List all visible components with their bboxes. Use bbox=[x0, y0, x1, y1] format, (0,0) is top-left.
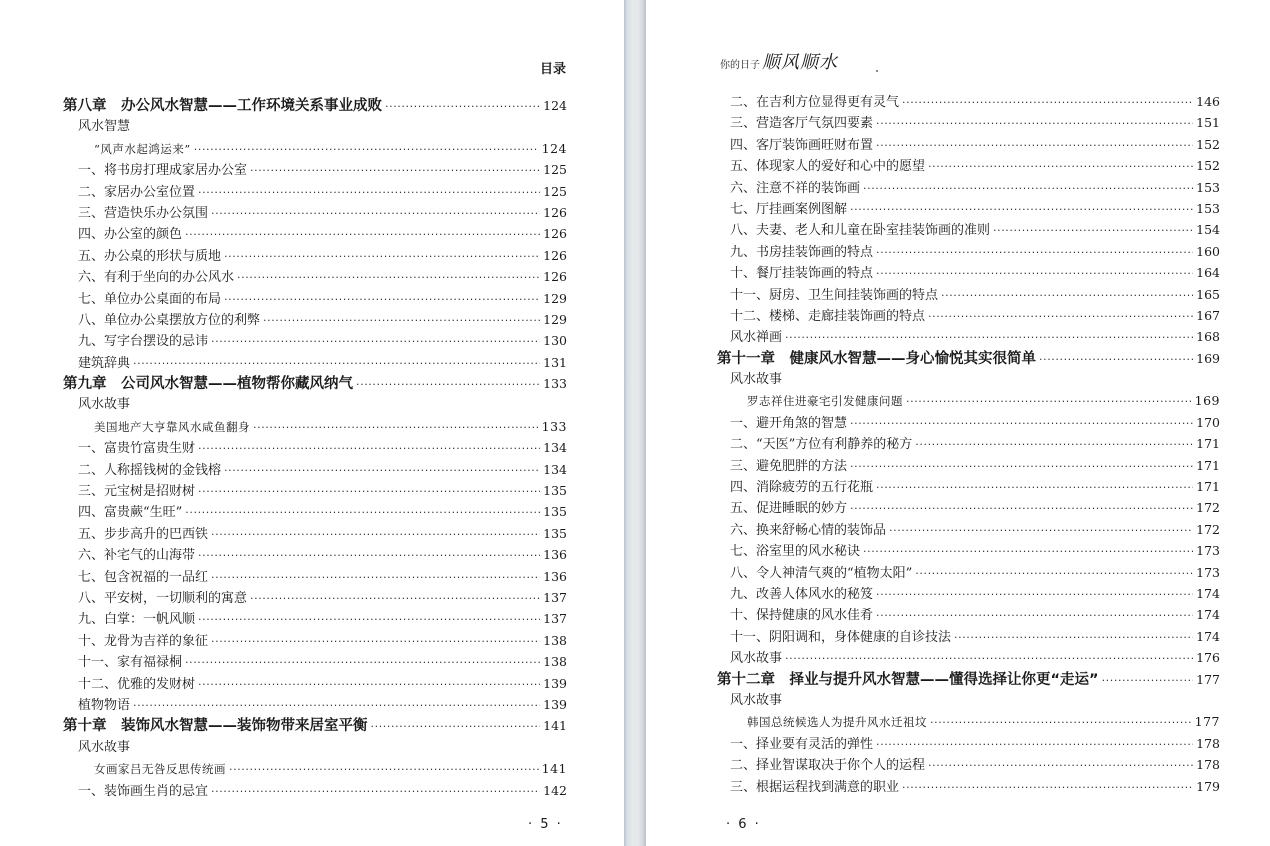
dot-leader bbox=[224, 289, 540, 310]
toc-entry-title: 八、单位办公桌摆放方位的利弊 bbox=[78, 312, 261, 328]
left-page bbox=[0, 0, 624, 846]
toc-item-row bbox=[730, 733, 1220, 754]
dot-leader bbox=[224, 460, 540, 481]
toc-item-row bbox=[730, 497, 1220, 518]
toc-entry-title: 风水故事 bbox=[78, 397, 131, 413]
toc-page-number: 172 bbox=[1196, 521, 1220, 537]
toc-item-row bbox=[78, 523, 567, 544]
page-gutter bbox=[624, 0, 646, 846]
toc-entry-title: 十二、优雅的发财树 bbox=[78, 676, 196, 692]
dot-leader bbox=[902, 777, 1193, 798]
toc-page-number: 137 bbox=[543, 589, 567, 605]
toc-entry-title: 植物物语 bbox=[78, 697, 131, 713]
toc-item-row bbox=[78, 608, 567, 629]
toc-chapter-row bbox=[63, 373, 567, 394]
toc-entry-title: 一、避开角煞的智慧 bbox=[730, 415, 848, 431]
toc-entry-title: 八、平安树，一切顺利的寓意 bbox=[78, 590, 248, 606]
dot-leader bbox=[928, 156, 1193, 177]
toc-entry-title: 七、厅挂画案例图解 bbox=[730, 201, 848, 217]
toc-item-row bbox=[78, 437, 567, 458]
toc-entry-title: 韩国总统候选人为提升风水迁祖坟 bbox=[747, 715, 927, 730]
toc-item-row bbox=[730, 476, 1220, 497]
toc-item-row bbox=[730, 91, 1220, 112]
toc-page-number: 126 bbox=[543, 226, 567, 242]
toc-chapter-row bbox=[717, 348, 1220, 369]
toc-item-row bbox=[730, 455, 1220, 476]
dot-leader bbox=[928, 306, 1193, 327]
toc-item-row bbox=[78, 288, 567, 309]
toc-entry-title: 二、家居办公室位置 bbox=[78, 184, 196, 200]
dot-leader bbox=[954, 627, 1193, 648]
toc-section-row bbox=[78, 737, 567, 758]
running-header-small: 你的日子 bbox=[720, 60, 760, 71]
toc-section-row bbox=[78, 116, 567, 137]
toc-item-row bbox=[78, 587, 567, 608]
toc-story-row bbox=[747, 390, 1220, 411]
dot-leader bbox=[876, 263, 1193, 284]
toc-page-number: 129 bbox=[543, 290, 567, 306]
toc-item-row bbox=[730, 412, 1220, 433]
toc-page-number: 135 bbox=[543, 525, 567, 541]
toc-page-number: 126 bbox=[543, 204, 567, 220]
toc-item-row bbox=[78, 780, 567, 801]
toc-item-row bbox=[730, 583, 1220, 604]
toc-entry-title: 十、餐厅挂装饰画的特点 bbox=[730, 266, 874, 282]
running-header-title: 顺风顺水 bbox=[762, 52, 838, 73]
toc-page-number: 133 bbox=[541, 418, 567, 434]
toc-page-number: 125 bbox=[543, 162, 567, 178]
dot-leader bbox=[876, 477, 1193, 498]
dot-leader bbox=[211, 567, 540, 588]
dot-leader bbox=[211, 331, 540, 352]
toc-page-number: 129 bbox=[543, 311, 567, 327]
dot-leader bbox=[250, 160, 540, 181]
toc-page-number: 141 bbox=[543, 718, 567, 734]
speck-mark bbox=[876, 70, 878, 72]
toc-entry-title: 一、富贵竹富贵生财 bbox=[78, 441, 196, 457]
toc-entry-title: 美国地产大亨靠风水咸鱼翻身 bbox=[94, 419, 250, 434]
toc-list-left bbox=[0, 95, 624, 801]
toc-entry-title: 二、在吉利方位显得更有灵气 bbox=[730, 95, 900, 110]
toc-item-row bbox=[730, 112, 1220, 133]
dot-leader bbox=[185, 502, 540, 523]
dot-leader bbox=[198, 545, 540, 566]
toc-page-number: 169 bbox=[1194, 393, 1220, 409]
toc-entry-title: 风水故事 bbox=[78, 739, 131, 755]
dot-leader bbox=[902, 92, 1193, 113]
dot-leader bbox=[785, 327, 1193, 348]
toc-page-number: 133 bbox=[543, 376, 567, 392]
toc-item-row bbox=[78, 309, 567, 330]
toc-item-row bbox=[730, 305, 1220, 326]
toc-item-row bbox=[730, 754, 1220, 775]
toc-entry-title: 四、客厅装饰画旺财布置 bbox=[730, 137, 874, 153]
dot-leader bbox=[229, 759, 539, 780]
toc-page-number: 164 bbox=[1196, 265, 1220, 281]
toc-page-number: 173 bbox=[1196, 543, 1220, 559]
dot-leader bbox=[941, 285, 1193, 306]
toc-entry-title: 第十二章 择业与提升风水智慧——懂得选择让你更“走运” bbox=[717, 671, 1099, 688]
toc-page-number: 153 bbox=[1196, 179, 1220, 195]
toc-entry-title: 二、“天医”方位有利静养的秘方 bbox=[730, 437, 913, 453]
toc-entry-title: 七、包含祝福的一品红 bbox=[78, 569, 209, 585]
toc-entry-title: 九、改善人体风水的秘笈 bbox=[730, 586, 874, 602]
toc-entry-title: 四、消除疲劳的五行花瓶 bbox=[730, 480, 874, 496]
dot-leader bbox=[198, 438, 540, 459]
dot-leader bbox=[863, 541, 1193, 562]
toc-item-row bbox=[78, 159, 567, 180]
toc-item-row bbox=[730, 562, 1220, 583]
dot-leader bbox=[930, 712, 1192, 733]
dot-leader bbox=[1039, 349, 1193, 370]
toc-entry-title: 四、办公室的颜色 bbox=[78, 227, 183, 243]
dot-leader bbox=[198, 182, 540, 203]
running-header-contents: 目录 bbox=[539, 62, 566, 77]
toc-entry-title: 第十一章 健康风水智慧——身心愉悦其实很简单 bbox=[717, 350, 1036, 367]
toc-page-number: 134 bbox=[543, 461, 567, 477]
toc-item-row bbox=[78, 352, 567, 373]
toc-entry-title: 五、促进睡眠的妙方 bbox=[730, 501, 848, 517]
toc-entry-title: 第九章 公司风水智慧——植物帮你藏风纳气 bbox=[63, 376, 353, 393]
toc-page-number: 138 bbox=[543, 654, 567, 670]
toc-page-number: 174 bbox=[1196, 607, 1220, 623]
toc-item-row bbox=[78, 223, 567, 244]
toc-page-number: 169 bbox=[1196, 350, 1220, 366]
toc-entry-title: 十一、阴阳调和，身体健康的自诊技法 bbox=[730, 629, 952, 645]
dot-leader bbox=[915, 434, 1193, 455]
toc-page-number: 178 bbox=[1196, 757, 1220, 773]
toc-entry-title: 二、择业智谋取决于你个人的运程 bbox=[730, 758, 926, 774]
toc-story-row bbox=[94, 138, 567, 159]
toc-item-row bbox=[78, 459, 567, 480]
toc-page-number: 131 bbox=[543, 354, 567, 370]
toc-item-row bbox=[730, 155, 1220, 176]
toc-page-number: 165 bbox=[1196, 286, 1220, 302]
toc-page-number: 171 bbox=[1196, 436, 1220, 452]
dot-leader bbox=[237, 267, 540, 288]
toc-page-number: 160 bbox=[1196, 243, 1220, 259]
dot-leader bbox=[850, 413, 1193, 434]
dot-leader bbox=[863, 178, 1193, 199]
toc-chapter-row bbox=[63, 715, 567, 736]
toc-item-row bbox=[78, 673, 567, 694]
toc-entry-title: 十、保持健康的风水佳肴 bbox=[730, 608, 874, 624]
toc-entry-title: 三、营造快乐办公氛围 bbox=[78, 205, 209, 221]
toc-section-row bbox=[78, 394, 567, 415]
toc-entry-title: 十一、家有福禄桐 bbox=[78, 655, 183, 671]
toc-item-row bbox=[730, 433, 1220, 454]
dot-leader bbox=[915, 563, 1193, 584]
dot-leader bbox=[371, 716, 541, 737]
toc-item-row bbox=[78, 202, 567, 223]
dot-leader bbox=[385, 96, 540, 117]
toc-page-number: 141 bbox=[541, 761, 567, 777]
toc-entry-title: 三、根据运程找到满意的职业 bbox=[730, 779, 900, 795]
toc-entry-title: 风水智慧 bbox=[78, 119, 131, 135]
dot-leader bbox=[211, 524, 540, 545]
toc-entry-title: 九、写字台摆设的忌讳 bbox=[78, 334, 209, 350]
toc-entry-title: 五、步步高升的巴西铁 bbox=[78, 526, 209, 542]
toc-entry-title: 三、元宝树是招财树 bbox=[78, 484, 196, 500]
toc-item-row bbox=[730, 326, 1220, 347]
toc-entry-title: 风水故事 bbox=[730, 372, 783, 388]
dot-leader bbox=[876, 135, 1193, 156]
page-number: · 6 · bbox=[726, 817, 761, 832]
toc-item-row bbox=[78, 501, 567, 522]
toc-page-number: 167 bbox=[1196, 307, 1220, 323]
toc-entry-title: 风水故事 bbox=[730, 651, 783, 667]
toc-entry-title: 七、浴室里的风水秘诀 bbox=[730, 544, 861, 560]
toc-entry-title: 三、营造客厅气氛四要素 bbox=[730, 116, 874, 132]
dot-leader bbox=[889, 520, 1193, 541]
toc-item-row bbox=[730, 241, 1220, 262]
dot-leader bbox=[876, 113, 1193, 134]
dot-leader bbox=[211, 781, 540, 802]
toc-item-row bbox=[730, 519, 1220, 540]
toc-entry-title: 二、人称摇钱树的金钱榕 bbox=[78, 462, 222, 478]
toc-page-number: 153 bbox=[1196, 200, 1220, 216]
toc-entry-title: 一、将书房打理成家居办公室 bbox=[78, 163, 248, 179]
toc-item-row bbox=[78, 480, 567, 501]
dot-leader bbox=[211, 203, 540, 224]
toc-item-row bbox=[78, 544, 567, 565]
toc-page-number: 142 bbox=[543, 782, 567, 798]
toc-chapter-row bbox=[717, 669, 1220, 690]
toc-page-number: 126 bbox=[543, 247, 567, 263]
toc-page-number: 176 bbox=[1196, 650, 1220, 666]
page-number: · 5 · bbox=[528, 817, 563, 832]
dot-leader bbox=[194, 139, 539, 160]
dot-leader bbox=[185, 224, 540, 245]
dot-leader bbox=[133, 695, 540, 716]
toc-entry-title: 五、办公桌的形状与质地 bbox=[78, 248, 222, 264]
toc-page-number: 136 bbox=[543, 568, 567, 584]
toc-entry-title: 十二、楼梯、走廊挂装饰画的特点 bbox=[730, 308, 926, 324]
toc-entry-title: 九、白掌：一帆风顺 bbox=[78, 612, 196, 628]
dot-leader bbox=[876, 605, 1193, 626]
toc-story-row bbox=[94, 758, 567, 779]
dot-leader bbox=[263, 310, 540, 331]
toc-entry-title: 六、有利于坐向的办公风水 bbox=[78, 270, 235, 286]
toc-item-row bbox=[730, 647, 1220, 668]
dot-leader bbox=[224, 246, 540, 267]
toc-list-right bbox=[646, 91, 1270, 797]
toc-entry-title: 五、体现家人的爱好和心中的愿望 bbox=[730, 159, 926, 175]
toc-page-number: 177 bbox=[1194, 714, 1220, 730]
dot-leader bbox=[850, 199, 1193, 220]
toc-page-number: 130 bbox=[543, 333, 567, 349]
toc-page-number: 124 bbox=[541, 140, 567, 156]
toc-item-row bbox=[730, 626, 1220, 647]
toc-entry-title: 一、择业要有灵活的弹性 bbox=[730, 736, 874, 752]
toc-page-number: 152 bbox=[1196, 158, 1220, 174]
toc-page-number: 125 bbox=[543, 183, 567, 199]
toc-item-row bbox=[730, 776, 1220, 797]
toc-page-number: 151 bbox=[1196, 115, 1220, 131]
toc-page-number: 171 bbox=[1196, 457, 1220, 473]
toc-entry-title: 六、补宅气的山海带 bbox=[78, 548, 196, 564]
toc-entry-title: 女画家吕无咎反思传统画 bbox=[94, 762, 226, 777]
toc-entry-title: 第十章 装饰风水智慧——装饰物带来居室平衡 bbox=[63, 718, 368, 735]
toc-page-number: 154 bbox=[1196, 222, 1220, 238]
toc-entry-title: 九、书房挂装饰画的特点 bbox=[730, 244, 874, 260]
toc-page-number: 177 bbox=[1196, 671, 1220, 687]
toc-item-row bbox=[78, 266, 567, 287]
toc-page-number: 170 bbox=[1196, 414, 1220, 430]
toc-item-row bbox=[78, 651, 567, 672]
toc-item-row bbox=[78, 630, 567, 651]
toc-page-number: 126 bbox=[543, 269, 567, 285]
dot-leader bbox=[198, 609, 540, 630]
toc-item-row bbox=[730, 177, 1220, 198]
toc-item-row bbox=[78, 330, 567, 351]
dot-leader bbox=[133, 353, 540, 374]
dot-leader bbox=[1102, 670, 1194, 691]
toc-page-number: 135 bbox=[543, 483, 567, 499]
toc-entry-title: 十、龙骨为吉祥的象征 bbox=[78, 633, 209, 649]
dot-leader bbox=[876, 242, 1193, 263]
dot-leader bbox=[850, 456, 1193, 477]
toc-page-number: 171 bbox=[1196, 479, 1220, 495]
toc-story-row bbox=[94, 416, 567, 437]
toc-entry-title: 六、注意不祥的装饰画 bbox=[730, 180, 861, 196]
toc-page-number: 179 bbox=[1196, 778, 1220, 794]
toc-item-row bbox=[730, 540, 1220, 561]
right-page bbox=[646, 0, 1270, 846]
toc-page-number: 152 bbox=[1196, 136, 1220, 152]
toc-section-row bbox=[730, 369, 1220, 390]
toc-entry-title: 四、富贵蕨“生旺” bbox=[78, 505, 183, 521]
toc-page-number: 135 bbox=[543, 504, 567, 520]
toc-page-number: 174 bbox=[1196, 628, 1220, 644]
toc-page-number: 137 bbox=[543, 611, 567, 627]
toc-entry-title: 六、换来舒畅心情的装饰品 bbox=[730, 522, 887, 538]
dot-leader bbox=[253, 417, 539, 438]
toc-page-number: 173 bbox=[1196, 564, 1220, 580]
toc-entry-title: 罗志祥住进豪宅引发健康问题 bbox=[747, 394, 903, 409]
toc-page-number: 139 bbox=[543, 675, 567, 691]
toc-entry-title: 风水禅画 bbox=[730, 330, 783, 346]
toc-page-number: 139 bbox=[543, 696, 567, 712]
toc-item-row bbox=[730, 604, 1220, 625]
toc-item-row bbox=[78, 245, 567, 266]
toc-entry-title: 七、单位办公桌面的布局 bbox=[78, 291, 222, 307]
toc-item-row bbox=[730, 262, 1220, 283]
dot-leader bbox=[850, 498, 1193, 519]
toc-page-number: 124 bbox=[543, 98, 567, 113]
toc-entry-title: 八、令人神清气爽的“植物太阳” bbox=[730, 565, 913, 581]
toc-section-row bbox=[730, 690, 1220, 711]
toc-item-row bbox=[78, 694, 567, 715]
toc-page-number: 172 bbox=[1196, 500, 1220, 516]
dot-leader bbox=[906, 391, 1192, 412]
dot-leader bbox=[993, 220, 1193, 241]
toc-entry-title: “风声水起鸿运来” bbox=[94, 141, 191, 156]
dot-leader bbox=[876, 584, 1193, 605]
toc-page-number: 138 bbox=[543, 632, 567, 648]
toc-entry-title: 八、夫妻、老人和儿童在卧室挂装饰画的准则 bbox=[730, 223, 991, 239]
dot-leader bbox=[356, 374, 540, 395]
toc-entry-title: 十一、厨房、卫生间挂装饰画的特点 bbox=[730, 287, 939, 303]
toc-page-number: 134 bbox=[543, 440, 567, 456]
toc-item-row bbox=[730, 284, 1220, 305]
toc-page-number: 136 bbox=[543, 547, 567, 563]
toc-entry-title: 建筑辞典 bbox=[78, 355, 131, 371]
dot-leader bbox=[785, 648, 1193, 669]
dot-leader bbox=[250, 588, 540, 609]
toc-entry-title: 风水故事 bbox=[730, 692, 783, 708]
toc-chapter-row bbox=[63, 95, 567, 116]
toc-item-row bbox=[730, 134, 1220, 155]
dot-leader bbox=[211, 631, 540, 652]
toc-item-row bbox=[78, 566, 567, 587]
toc-item-row bbox=[730, 198, 1220, 219]
toc-entry-title: 一、装饰画生肖的忌宜 bbox=[78, 783, 209, 799]
dot-leader bbox=[198, 674, 540, 695]
toc-entry-title: 三、避免肥胖的方法 bbox=[730, 458, 848, 474]
toc-item-row bbox=[78, 181, 567, 202]
toc-entry-title: 第八章 办公风水智慧——工作环境关系事业成败 bbox=[63, 98, 382, 114]
toc-page-number: 178 bbox=[1196, 735, 1220, 751]
dot-leader bbox=[198, 481, 540, 502]
toc-page-number: 168 bbox=[1196, 329, 1220, 345]
toc-story-row bbox=[747, 711, 1220, 732]
dot-leader bbox=[185, 652, 540, 673]
dot-leader bbox=[876, 734, 1193, 755]
toc-page-number: 146 bbox=[1196, 94, 1220, 109]
toc-page-number: 174 bbox=[1196, 585, 1220, 601]
toc-item-row bbox=[730, 219, 1220, 240]
dot-leader bbox=[928, 755, 1193, 776]
